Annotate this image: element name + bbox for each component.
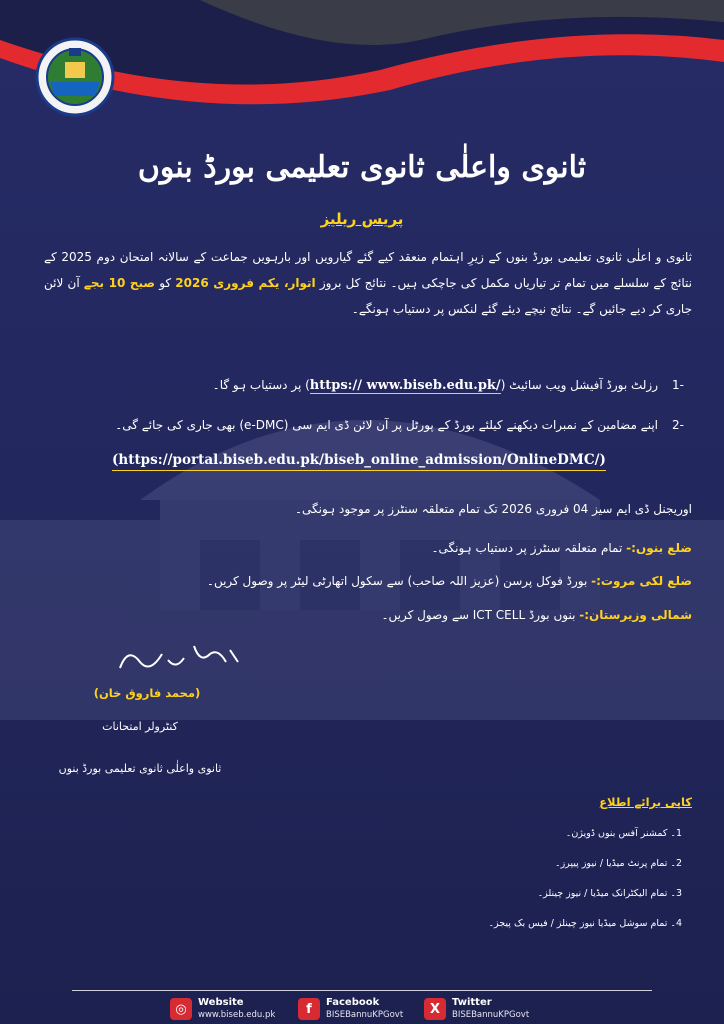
footer-facebook[interactable]: [298, 994, 403, 1024]
footer-website-title: Website: [198, 997, 244, 1008]
portal-link[interactable]: (https://portal.biseb.edu.pk/biseb_online_admission/OnlineDMC/): [112, 452, 606, 471]
footer-facebook-value[interactable]: BISEBannuKPGovt: [326, 1010, 404, 1020]
footer-facebook-title: Facebook: [326, 997, 380, 1008]
dmc-availability-line: اوریجنل ڈی ایم سیز 04 فروری 2026 تک تمام متعلقہ سنٹرز پر موجود ہونگی۔: [294, 502, 692, 516]
footer-website-value[interactable]: www.biseb.edu.pk: [198, 1010, 276, 1020]
item-number: -1: [672, 378, 684, 392]
signatory-name: (محمد فاروق خان): [93, 686, 201, 700]
copy-item: 1۔ کمشنر آفس بنوں ڈویژن۔: [565, 828, 682, 839]
signature-mark: [110, 640, 260, 676]
copy-item: 4۔ تمام سوشل میڈیا نیوز چینلز / فیس بک پیجز۔: [488, 918, 682, 929]
intro-text-3: آن لائن جاری کر دیے جائیں گے۔ نتائج نیچے دیئے گئے لنکس پر دستیاب ہونگے۔: [44, 276, 692, 316]
item-text-after: ) پر دستیاب ہو گا۔: [212, 378, 310, 392]
district-lakki-line: [44, 570, 692, 592]
district-label: ضلع لکی مروت:-: [591, 574, 692, 588]
footer-website[interactable]: [170, 994, 275, 1024]
website-link[interactable]: https:// www.biseb.edu.pk/: [309, 378, 501, 393]
facebook-icon: f: [298, 998, 320, 1020]
copy-item: 3۔ تمام الیکٹرانک میڈیا / نیوز چینلز۔: [537, 888, 682, 899]
intro-paragraph: [44, 244, 692, 322]
item-number: -2: [672, 418, 684, 432]
footer-twitter-title: Twitter: [452, 997, 492, 1008]
footer: [0, 994, 724, 1024]
district-label: شمالی وزیرستان:-: [579, 608, 692, 622]
intro-text-2: کو: [155, 276, 176, 290]
twitter-x-icon: X: [424, 998, 446, 1020]
signatory-board: ثانوی واعلٰی ثانوی تعلیمی بورڈ بنوں: [58, 762, 222, 775]
item-text: اپنے مضامین کے نمبرات دیکھنے کیلئے بورڈ کے پورٹل پر آن لائن ڈی ایم سی (e-DMC) بھی جاری کی جائے گی۔: [115, 418, 659, 432]
intro-text-1: ثانوی و اعلٰی ثانوی تعلیمی بورڈ بنوں کے زیرِ اہتمام منعقد کیے گئے گیارویں اور بارہویں جماعت کے سالانہ امتحان دوم 2025 کے نتائج کے سلسلے میں تمام تر تیاریاں مکمل کی جاچکی ہیں۔ نتائج کل بروز: [44, 250, 693, 290]
district-label: ضلع بنوں:-: [626, 541, 692, 555]
list-item-edmc: [44, 412, 684, 438]
item-text: رزلٹ بورڈ آفیشل ویب سائیٹ (: [500, 378, 659, 392]
globe-icon: ◎: [170, 998, 192, 1020]
intro-time-highlight: صبح 10 بجے: [83, 276, 155, 290]
district-text: تمام متعلقہ سنٹرز پر دستیاب ہونگی۔: [431, 541, 623, 555]
press-release-heading: پریس ریلیز: [320, 210, 404, 228]
footer-divider: [72, 990, 652, 991]
district-bannu-line: [44, 537, 692, 559]
district-text: بنوں بورڈ ICT CELL سے وصول کریں۔: [381, 608, 576, 622]
copy-item: 2۔ تمام پرنٹ میڈیا / نیوز پیپرز۔: [555, 858, 682, 869]
portal-link-line: [112, 452, 712, 468]
list-item-website: [44, 372, 684, 399]
footer-twitter-value[interactable]: BISEBannuKPGovt: [452, 1010, 530, 1020]
signatory-role: کنٹرولر امتحانات: [102, 720, 178, 733]
page-title: ثانوی واعلٰی ثانوی تعلیمی بورڈ بنوں: [137, 150, 587, 185]
district-text: بورڈ فوکل پرسن (عزیز اللہ صاحب) سے سکول اتھارٹی لیٹر پر وصول کریں۔: [206, 574, 588, 588]
district-waziristan-line: [44, 604, 692, 626]
intro-date-highlight: اتوار، یکم فروری 2026: [175, 276, 316, 290]
copy-to-heading: کاپی برائے اطلاع: [599, 795, 692, 809]
footer-twitter[interactable]: [424, 994, 529, 1024]
